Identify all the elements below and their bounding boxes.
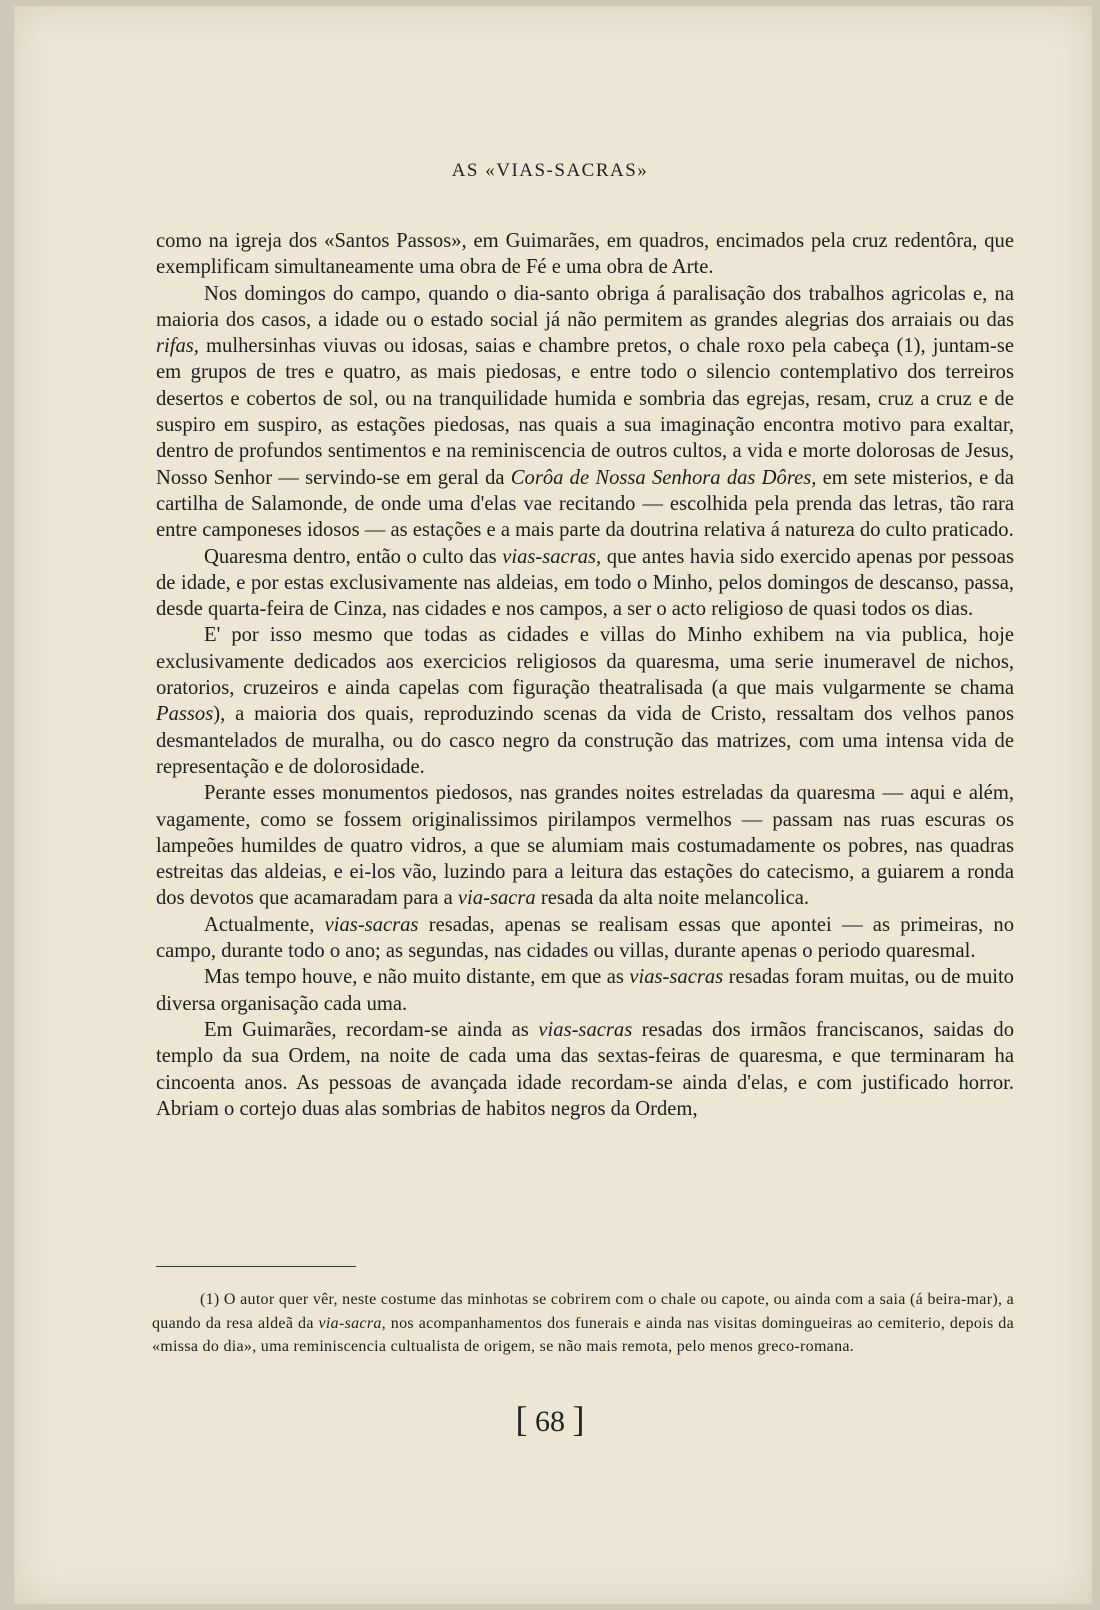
paragraph bbox=[156, 1017, 1014, 1122]
text-run: (1) O autor quer vêr, neste costume das minhotas se cobrirem com o chale ou capote, ou ainda com a saia (á beira-mar), a quando da resa aldeã da bbox=[152, 1291, 1014, 1332]
footnote bbox=[152, 1288, 1014, 1359]
page-number bbox=[0, 1398, 1100, 1440]
text-run: nos acompanhamentos dos funerais e ainda nas visitas domingueiras ao cemiterio, depois da «missa do dia», uma reminiscencia cultualista de origem, se não mais remota, pelo menos greco-romana. bbox=[152, 1314, 1014, 1355]
italic-run: via-sacra, bbox=[318, 1314, 386, 1332]
text-run: Em Guimarães, recordam-se ainda as bbox=[204, 1018, 539, 1041]
text-run: que antes havia sido exercido apenas por pessoas de idade, e por estas exclusivamente nas aldeias, em todo o Minho, pelos domingos de descanso, passa, desde quarta-feira de Cinza, nas cidades e nos campos, a ser o acto religioso de quasi todos os dias. bbox=[156, 545, 1015, 621]
italic-run: vias-sacras bbox=[538, 1018, 633, 1041]
footnote-rule bbox=[156, 1266, 356, 1267]
text-run: como na igreja dos «Santos Passos», em Guimarães, em quadros, encimados pela cruz redentôra, que exemplificam simultaneamente uma obra de Fé e uma obra de Arte. bbox=[156, 230, 1014, 279]
close-bracket: ] bbox=[572, 1399, 585, 1439]
text-run: Nos domingos do campo, quando o dia-santo obriga á paralisação dos trabalhos agricolas e, na maioria dos casos, a idade ou o estado social já não permitem as grandes alegrias dos arraiais ou das bbox=[156, 282, 1014, 331]
text-run: mulhersinhas viuvas ou idosas, saias e chambre pretos, o chale roxo pela cabeça (1), juntam-se em grupos de tres e quatro, as mais piedosas, e entre todo o silencio contemplativo dos terreiros desertos e cobertos de sol, ou na tranquilidade humida e sombria das egrejas, resam, cruz a cruz e de suspiro em suspiro, as estações piedosas, nas quais a sua imaginação encontra motivo para exaltar, dentro de profundos sentimentos e na reminiscencia de outros cultos, a vida e morte dolorosas de Jesus, Nosso Senhor — servindo-se em geral da bbox=[156, 335, 1014, 489]
paragraph bbox=[156, 544, 1014, 623]
paragraph bbox=[156, 622, 1014, 780]
paragraph bbox=[156, 912, 1014, 965]
italic-run: rifas, bbox=[156, 335, 199, 358]
page-number-value: 68 bbox=[535, 1405, 565, 1438]
paragraph bbox=[156, 780, 1014, 911]
footnote-text bbox=[152, 1288, 1014, 1359]
text-run: Mas tempo houve, e não muito distante, em que as bbox=[204, 966, 630, 989]
main-text bbox=[156, 228, 1014, 1122]
text-run: Perante esses monumentos piedosos, nas grandes noites estreladas da quaresma — aqui e além, vagamente, como se fossem originalissimos pirilampos vermelhos — passam nas ruas escuras os lampeões humildes de quatro vidros, a que se alumiam mais costumadamente os pobres, nas quadras estreitas das aldeias, e ei-los vão, luzindo para a leitura das estações do catecismo, a guiarem a ronda dos devotos que acamaradam para a bbox=[156, 782, 1014, 910]
italic-run: vias-sacras, bbox=[502, 545, 602, 568]
text-run: ), a maioria dos quais, reproduzindo scenas da vida de Cristo, ressaltam dos velhos panos desmantelados de muralha, ou do casco negro da construção das matrizes, com uma intensa vida de representação e de dolorosidade. bbox=[156, 703, 1014, 778]
text-run: resada da alta noite melancolica. bbox=[535, 887, 810, 910]
text-run: Quaresma dentro, então o culto das bbox=[204, 545, 503, 568]
text-run: resadas, apenas se realisam essas que apontei — as primeiras, no campo, durante todo o ano; as segundas, nas cidades ou villas, durante apenas o periodo quaresmal. bbox=[156, 913, 1015, 963]
italic-run: Corôa de Nossa Senhora das Dôres, bbox=[510, 466, 817, 489]
text-run: Actualmente, bbox=[204, 913, 325, 936]
text-run: resadas dos irmãos franciscanos, saidas do templo da sua Ordem, na noite de cada uma das sextas-feiras de quaresma, e que terminaram ha cincoenta anos. As pessoas de avançada idade recordam-se ainda d'elas, e com justificado horror. Abriam o cortejo duas alas sombrias de habitos negros da Ordem, bbox=[156, 1018, 1014, 1120]
text-run: E' por isso mesmo que todas as cidades e villas do Minho exhibem na via publica, hoje exclusivamente dedicados aos exercicios religiosos da quaresma, uma serie inumeravel de nichos, oratorios, cruzeiros e ainda capelas com figuração theatralisada (a que mais vulgarmente se chama bbox=[156, 624, 1014, 700]
italic-run: via-sacra bbox=[457, 887, 536, 910]
italic-run: vias-sacras bbox=[629, 966, 724, 989]
text-run: resadas foram muitas, ou de muito diversa organisação cada uma. bbox=[156, 966, 1014, 1015]
running-header: AS «VIAS-SACRAS» bbox=[451, 160, 649, 181]
paragraph bbox=[156, 964, 1014, 1017]
open-bracket: [ bbox=[515, 1399, 528, 1439]
text-run: em sete misterios, e da cartilha de Salamonde, de onde uma d'elas vae recitando — escolhida pela prenda das letras, tão rara entre camponeses idosos — as estações e a mais parte da doutrina relativa á natureza do culto praticado. bbox=[156, 466, 1014, 542]
italic-run: vias-sacras bbox=[324, 913, 419, 936]
italic-run: Passos bbox=[156, 703, 214, 726]
paragraph bbox=[156, 228, 1014, 281]
paragraph bbox=[156, 281, 1014, 544]
